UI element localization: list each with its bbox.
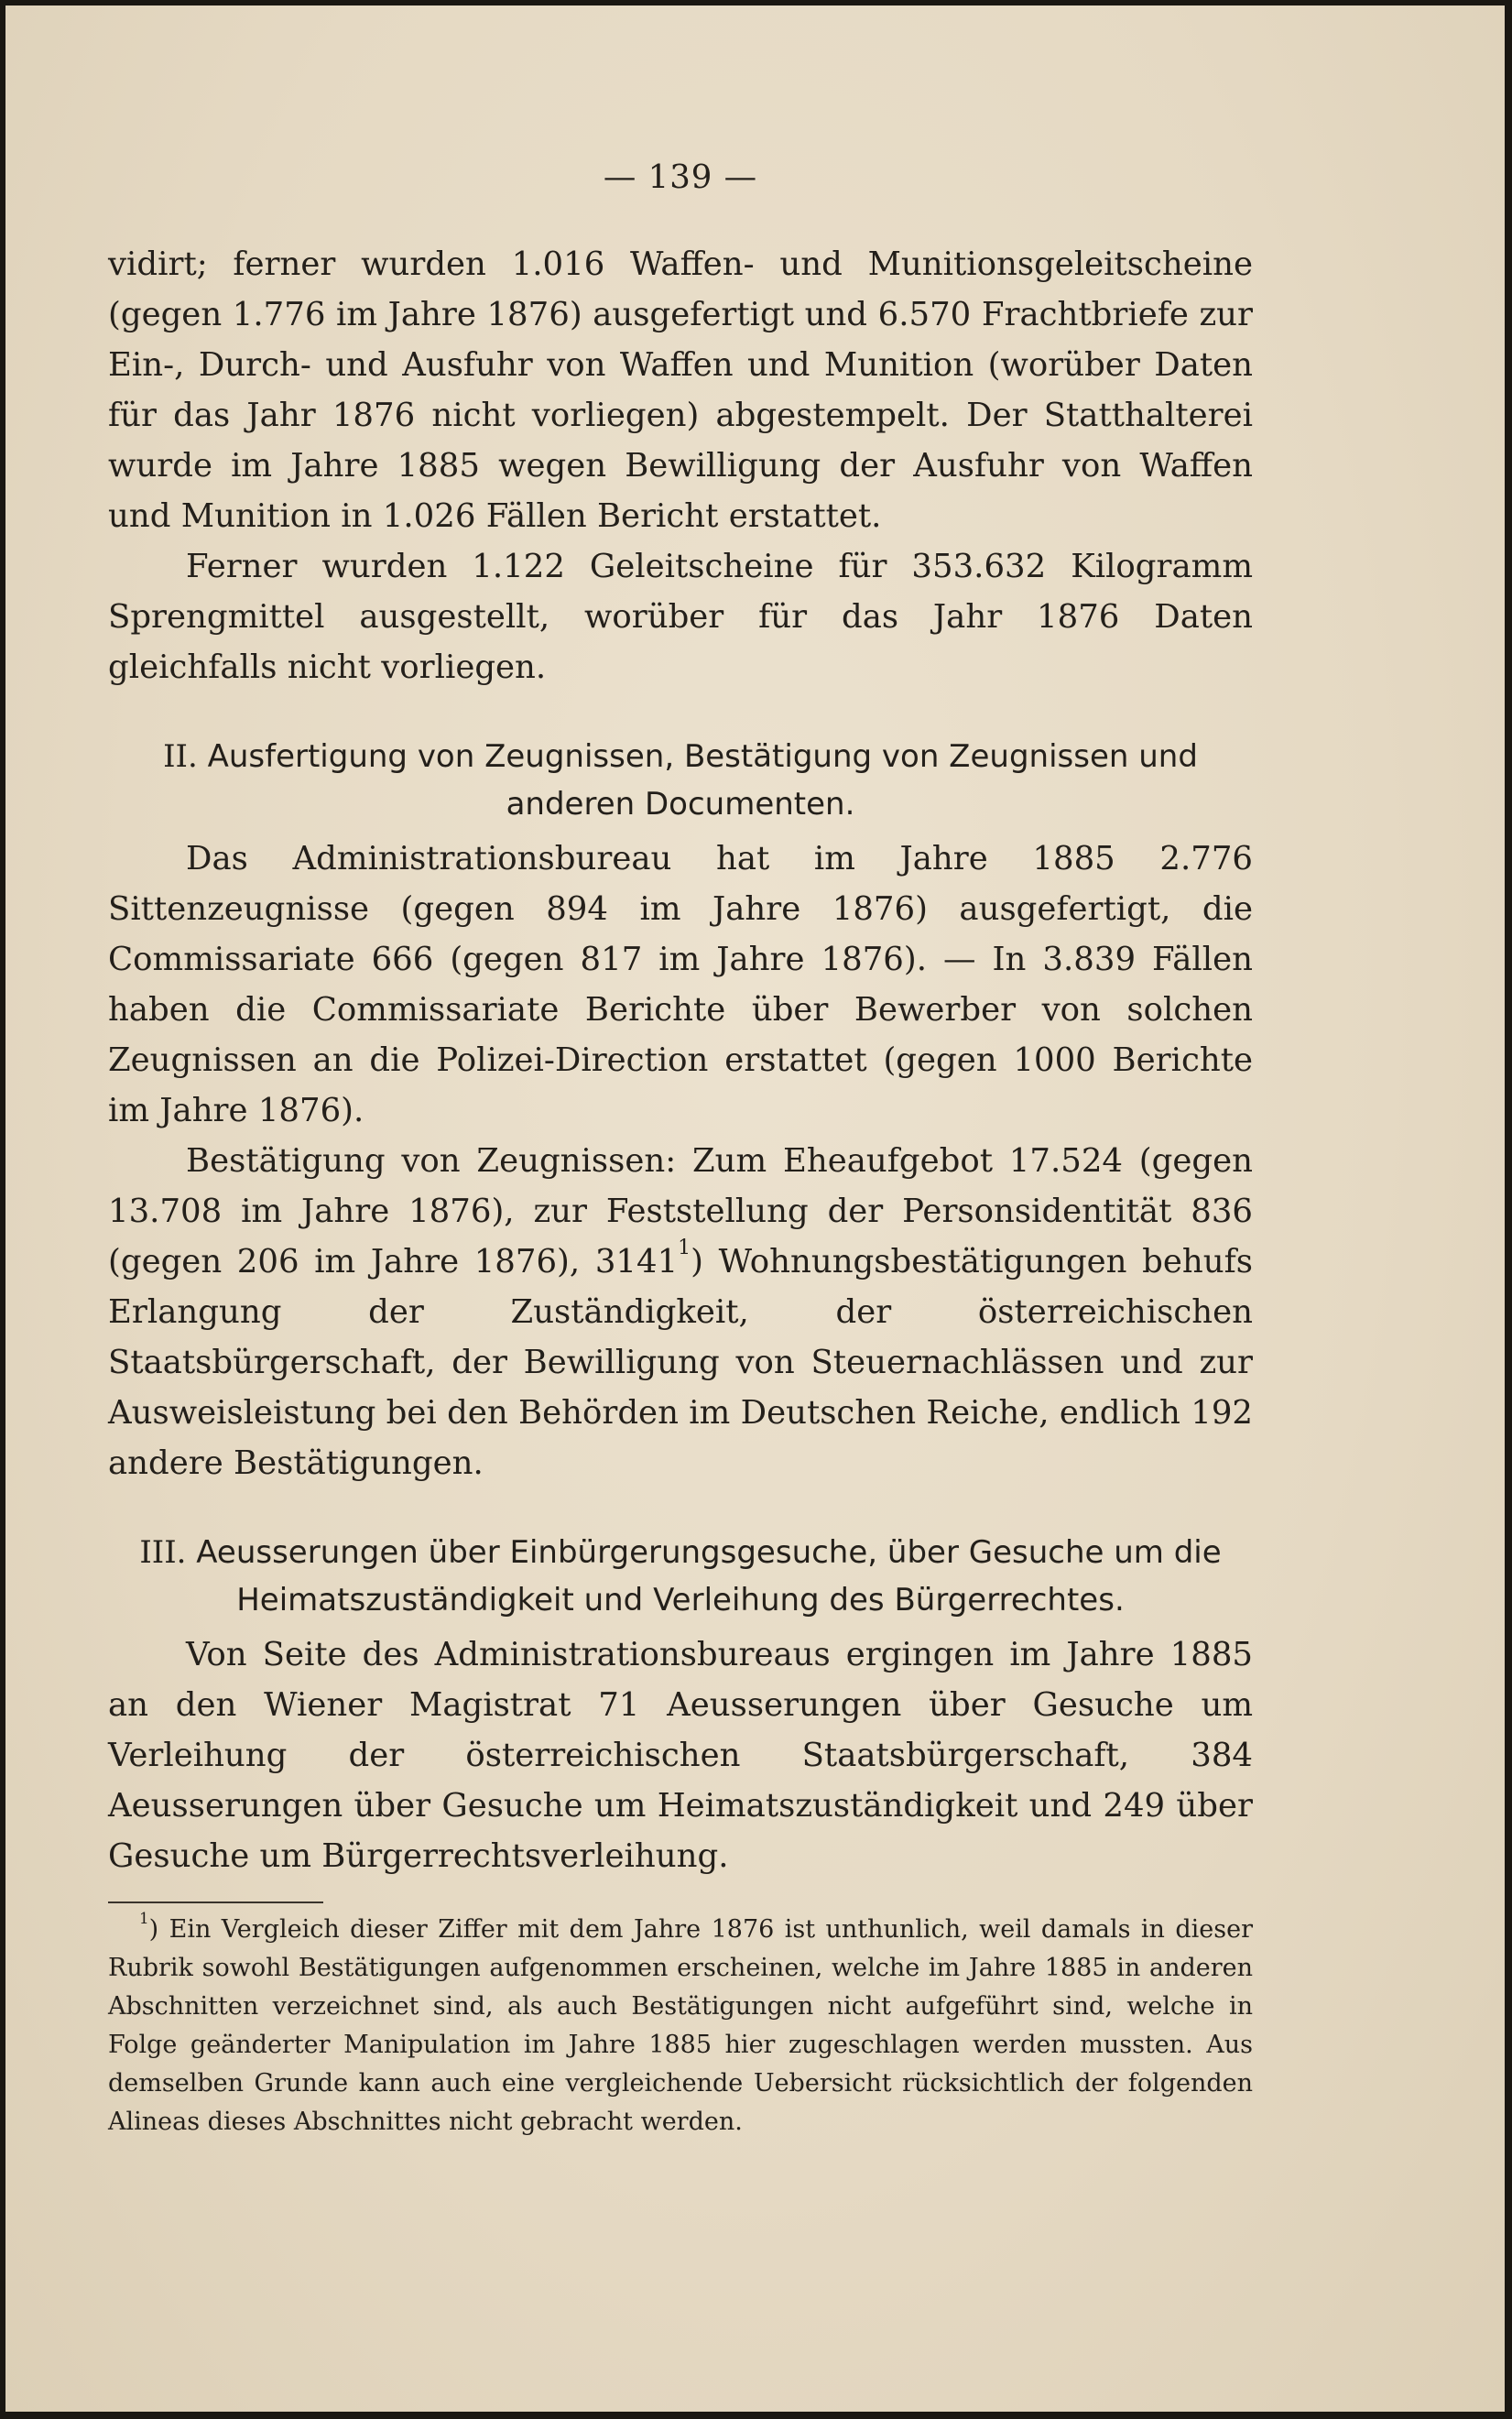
- page-content: [108, 152, 1253, 2141]
- footnote-1: [108, 1908, 1253, 2141]
- section-2-title: Ausfertigung von Zeugnissen, Bestätigung von Zeugnissen und anderen Documenten.: [207, 738, 1198, 823]
- footnote-reference: 1: [678, 1237, 691, 1260]
- document-page: [5, 5, 1505, 2412]
- section-2-number: II.: [163, 738, 198, 775]
- paragraph-2: Ferner wurden 1.122 Geleitscheine für 353.632 Kilogramm Sprengmittel ausgestellt, worüber für das Jahr 1876 Daten gleichfalls nicht vorliegen.: [108, 548, 1253, 686]
- section-2-paragraph-2-text-b: ) Wohnungsbestätigungen behufs Erlangung der Zuständigkeit, der österreichischen Staatsbürgerschaft, der Bewilligung von Steuernachlässen und zur Ausweisleistung bei den Behörden im Deutschen Reiche, endlich 192 andere Bestätigungen.: [108, 1243, 1253, 1482]
- section-2-paragraph-2: [108, 1136, 1253, 1488]
- section-3-number: III.: [139, 1534, 187, 1571]
- section-3-title: Aeusserungen über Einbürgerungsgesuche, über Gesuche um die Heimatszuständigkeit und Verleihung des Bürgerrechtes.: [196, 1534, 1222, 1618]
- footnote-marker: 1: [139, 1908, 149, 1927]
- page-number: — 139 —: [603, 158, 758, 196]
- footnote-1-text: ) Ein Vergleich dieser Ziffer mit dem Jahre 1876 ist unthunlich, weil damals in dieser Rubrik sowohl Bestätigungen aufgenommen erscheinen, welche im Jahre 1885 in anderen Abschnitten verzeichnet sind, als auch Bestätigungen nicht aufgeführt sind, welche in Folge geänderter Manipulation im Jahre 1885 hier zugeschlagen werden mussten. Aus demselben Grunde kann auch eine vergleichende Uebersicht rücksichtlich der folgenden Alineas dieses Abschnittes nicht gebracht werden.: [108, 1915, 1253, 2136]
- section-2-heading: [108, 733, 1253, 828]
- section-2-paragraph-1: Das Administrationsbureau hat im Jahre 1885 2.776 Sittenzeugnisse (gegen 894 im Jahre 1876) ausgefertigt, die Commissariate 666 (gegen 817 im Jahre 1876). — In 3.839 Fällen haben die Commissariate Berichte über Bewerber von solchen Zeugnissen an die Polizei-Direction erstattet (gegen 1000 Berichte im Jahre 1876).: [108, 840, 1253, 1129]
- footnotes: [108, 1908, 1253, 2141]
- section-3-heading: [108, 1529, 1253, 1624]
- paragraph-1: vidirt; ferner wurden 1.016 Waffen- und Munitionsgeleitscheine (gegen 1.776 im Jahre 1876) ausgefertigt und 6.570 Frachtbriefe zur Ein-, Durch- und Ausfuhr von Waffen und Munition (worüber Daten für das Jahr 1876 nicht vorliegen) abgestempelt. Der Statthalterei wurde im Jahre 1885 wegen Bewilligung der Ausfuhr von Waffen und Munition in 1.026 Fällen Bericht erstattet.: [108, 245, 1253, 535]
- footnote-divider: [108, 1901, 323, 1903]
- section-3-paragraph-1: Von Seite des Administrationsbureaus ergingen im Jahre 1885 an den Wiener Magistrat 71 Aeusserungen über Gesuche um Verleihung der österreichischen Staatsbürgerschaft, 384 Aeusserungen über Gesuche um Heimatszuständigkeit und 249 über Gesuche um Bürgerrechtsverleihung.: [108, 1636, 1253, 1875]
- section-2-paragraph-2-text-a: Bestätigung von Zeugnissen: Zum Eheaufgebot 17.524 (gegen 13.708 im Jahre 1876), zur Feststellung der Personsidentität 836 (gegen 206 im Jahre 1876), 3141: [108, 1142, 1253, 1280]
